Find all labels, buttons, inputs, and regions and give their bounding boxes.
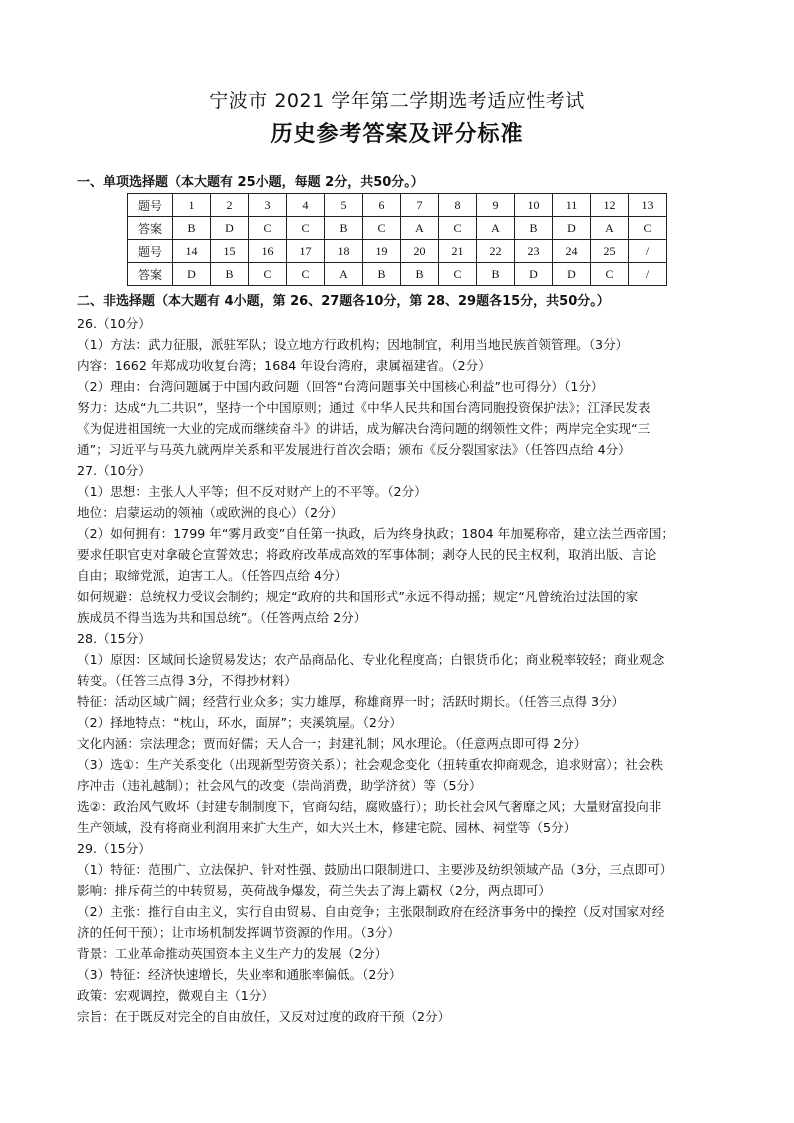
answer-line: 序冲击（违礼越制）；社会风气的改变（崇尚消费，助学济贫）等（5分） [77, 778, 482, 793]
answer-line: 28.（15分） [77, 631, 151, 646]
answer-cell: C [629, 217, 667, 240]
table-row [128, 217, 667, 240]
answer-cell: C [287, 217, 325, 240]
answer-line: 生产领域，没有将商业利润用来扩大生产，如大兴土木，修建宅院、园林、祠堂等（5分） [77, 820, 577, 835]
answer-line: （2）主张：推行自由主义，实行自由贸易、自由竞争；主张限制政府在经济事务中的操控（反对国家对经 [77, 904, 665, 919]
answer-line: 背景：工业革命推动英国资本主义生产力的发展（2分） [77, 946, 388, 961]
answer-line: （2）如何拥有：1799 年“雾月政变”自任第一执政，后为终身执政；1804 年加冕称帝，建立法兰西帝国； [77, 526, 674, 541]
question-number: 25 [591, 240, 629, 263]
answer-line: 选②：政治风气败坏（封建专制制度下，官商勾结，腐败盛行）；助长社会风气奢靡之风；大量财富投向非 [77, 799, 662, 814]
question-number: 18 [325, 240, 363, 263]
answer-line: 文化内涵：宗法理念；贾而好儒；天人合一；封建礼制；风水理论。（任意两点即可得 2分） [77, 736, 587, 751]
question-number: 9 [477, 194, 515, 217]
answer-cell: B [477, 263, 515, 286]
answer-cell: D [211, 217, 249, 240]
answer-cell: / [629, 263, 667, 286]
answer-line: （3）选①：生产关系变化（出现新型劳资关系）；社会观念变化（扭转重农抑商观念，追求财富）；社会秩 [77, 757, 664, 772]
question-number: 5 [325, 194, 363, 217]
answer-line: 宗旨：在于既反对完全的自由放任，又反对过度的政府干预（2分） [77, 1009, 451, 1024]
answer-line: 《为促进祖国统一大业的完成而继续奋斗》的讲话，成为解决台湾问题的纲领性文件；两岸完全实现“三 [77, 421, 651, 436]
answer-line: （2）择地特点：“枕山，环水，面屏”；夹溪筑屋。（2分） [77, 715, 403, 730]
row-label: 题号 [128, 194, 173, 217]
question-number: 23 [515, 240, 553, 263]
answer-key-title: 历史参考答案及评分标准 [270, 122, 524, 147]
answer-cell: A [477, 217, 515, 240]
table-row [128, 263, 667, 286]
question-number: / [629, 240, 667, 263]
answer-line: （1）思想：主张人人平等；但不反对财产上的不平等。（2分） [77, 484, 427, 499]
section1-heading: 一、单项选择题（本大题有 25小题，每题 2分，共50分。） [77, 175, 424, 190]
answer-line: 27.（10分） [77, 463, 151, 478]
question-number: 10 [515, 194, 553, 217]
question-number: 15 [211, 240, 249, 263]
question-number: 3 [249, 194, 287, 217]
table-row [128, 240, 667, 263]
exam-title: 宁波市 2021 学年第二学期选考适应性考试 [209, 90, 585, 112]
question-number: 21 [439, 240, 477, 263]
question-number: 19 [363, 240, 401, 263]
answer-cell: C [249, 263, 287, 286]
answer-line: （2）理由：台湾问题属于中国内政问题（回答“台湾问题事关中国核心利益”也可得分）（1分） [77, 379, 604, 394]
answer-cell: C [591, 263, 629, 286]
answer-line: 26.（10分） [77, 316, 151, 331]
answer-cell: C [249, 217, 287, 240]
answer-cell: D [553, 217, 591, 240]
answer-cell: B [325, 217, 363, 240]
answer-cell: D [515, 263, 553, 286]
question-number: 17 [287, 240, 325, 263]
answer-cell: C [439, 217, 477, 240]
answer-line: 如何规避：总统权力受议会制约；规定“政府的共和国形式”永远不得动摇；规定“凡曾统治过法国的家 [77, 589, 639, 604]
question-number: 7 [401, 194, 439, 217]
answer-cell: A [401, 217, 439, 240]
answer-cell: C [363, 217, 401, 240]
question-number: 2 [211, 194, 249, 217]
answer-line: 转变。（任答三点得 3分，不得抄材料） [77, 673, 297, 688]
answer-cell: B [401, 263, 439, 286]
answer-cell: B [363, 263, 401, 286]
question-number: 4 [287, 194, 325, 217]
answer-cell: C [287, 263, 325, 286]
answer-cell: B [211, 263, 249, 286]
answer-line: 努力：达成“九二共识”，坚持一个中国原则；通过《中华人民共和国台湾同胞投资保护法》；江泽民发表 [77, 400, 651, 415]
answer-line: 政策：宏观调控，微观自主（1分） [77, 988, 274, 1003]
row-label: 题号 [128, 240, 173, 263]
answer-line: 地位：启蒙运动的领袖（或欧洲的良心）（2分） [77, 505, 344, 520]
answer-line: 自由；取缔党派，迫害工人。（任答四点给 4分） [77, 568, 348, 583]
answer-cell: D [173, 263, 211, 286]
answer-line: 影响：排斥荷兰的中转贸易，英荷战争爆发，荷兰失去了海上霸权（2分，两点即可） [77, 883, 551, 898]
question-number: 14 [173, 240, 211, 263]
answer-line: （1）方法：武力征服，派驻军队；设立地方行政机构；因地制宜，利用当地民族首领管理。（3分） [77, 337, 629, 352]
answer-line: 内容：1662 年郑成功收复台湾；1684 年设台湾府，隶属福建省。（2分） [77, 358, 491, 373]
answer-cell: A [325, 263, 363, 286]
answer-line: 29.（15分） [77, 841, 151, 856]
answer-cell: C [439, 263, 477, 286]
answer-table [127, 193, 667, 286]
question-number: 1 [173, 194, 211, 217]
question-number: 24 [553, 240, 591, 263]
question-number: 12 [591, 194, 629, 217]
answer-cell: B [515, 217, 553, 240]
question-number: 8 [439, 194, 477, 217]
answer-body [77, 313, 727, 1027]
answer-line: 通”；习近平与马英九就两岸关系和平发展进行首次会晤；颁布《反分裂国家法》（任答四点给 4分） [77, 442, 631, 457]
question-number: 11 [553, 194, 591, 217]
answer-line: 济的任何干预）；让市场机制发挥调节资源的作用。（3分） [77, 925, 400, 940]
table-row [128, 194, 667, 217]
answer-line: （1）特征：范围广、立法保护、针对性强、鼓励出口限制进口、主要涉及纺织领域产品（3分，三点即可） [77, 862, 673, 877]
answer-line: （3）特征：经济快速增长，失业率和通胀率偏低。（2分） [77, 967, 402, 982]
answer-cell: D [553, 263, 591, 286]
answer-cell: A [591, 217, 629, 240]
question-number: 16 [249, 240, 287, 263]
question-number: 20 [401, 240, 439, 263]
row-label: 答案 [128, 263, 173, 286]
answer-line: 要求任职官吏对拿破仑宣誓效忠；将政府改革成高效的军事体制；剥夺人民的民主权利，取消出版、言论 [77, 547, 657, 562]
answer-line: 族成员不得当选为共和国总统”。（任答两点给 2分） [77, 610, 367, 625]
question-number: 13 [629, 194, 667, 217]
row-label: 答案 [128, 217, 173, 240]
answer-line: （1）原因：区域间长途贸易发达；农产品商品化、专业化程度高；白银货币化；商业税率较轻；商业观念 [77, 652, 665, 667]
answer-cell: B [173, 217, 211, 240]
answer-line: 特征：活动区域广阔；经营行业众多；实力雄厚，称雄商界一时；活跃时期长。（任答三点得 3分） [77, 694, 625, 709]
section2-heading: 二、非选择题（本大题有 4小题，第 26、27题各10分，第 28、29题各15分，共50分。） [77, 294, 610, 309]
question-number: 22 [477, 240, 515, 263]
question-number: 6 [363, 194, 401, 217]
